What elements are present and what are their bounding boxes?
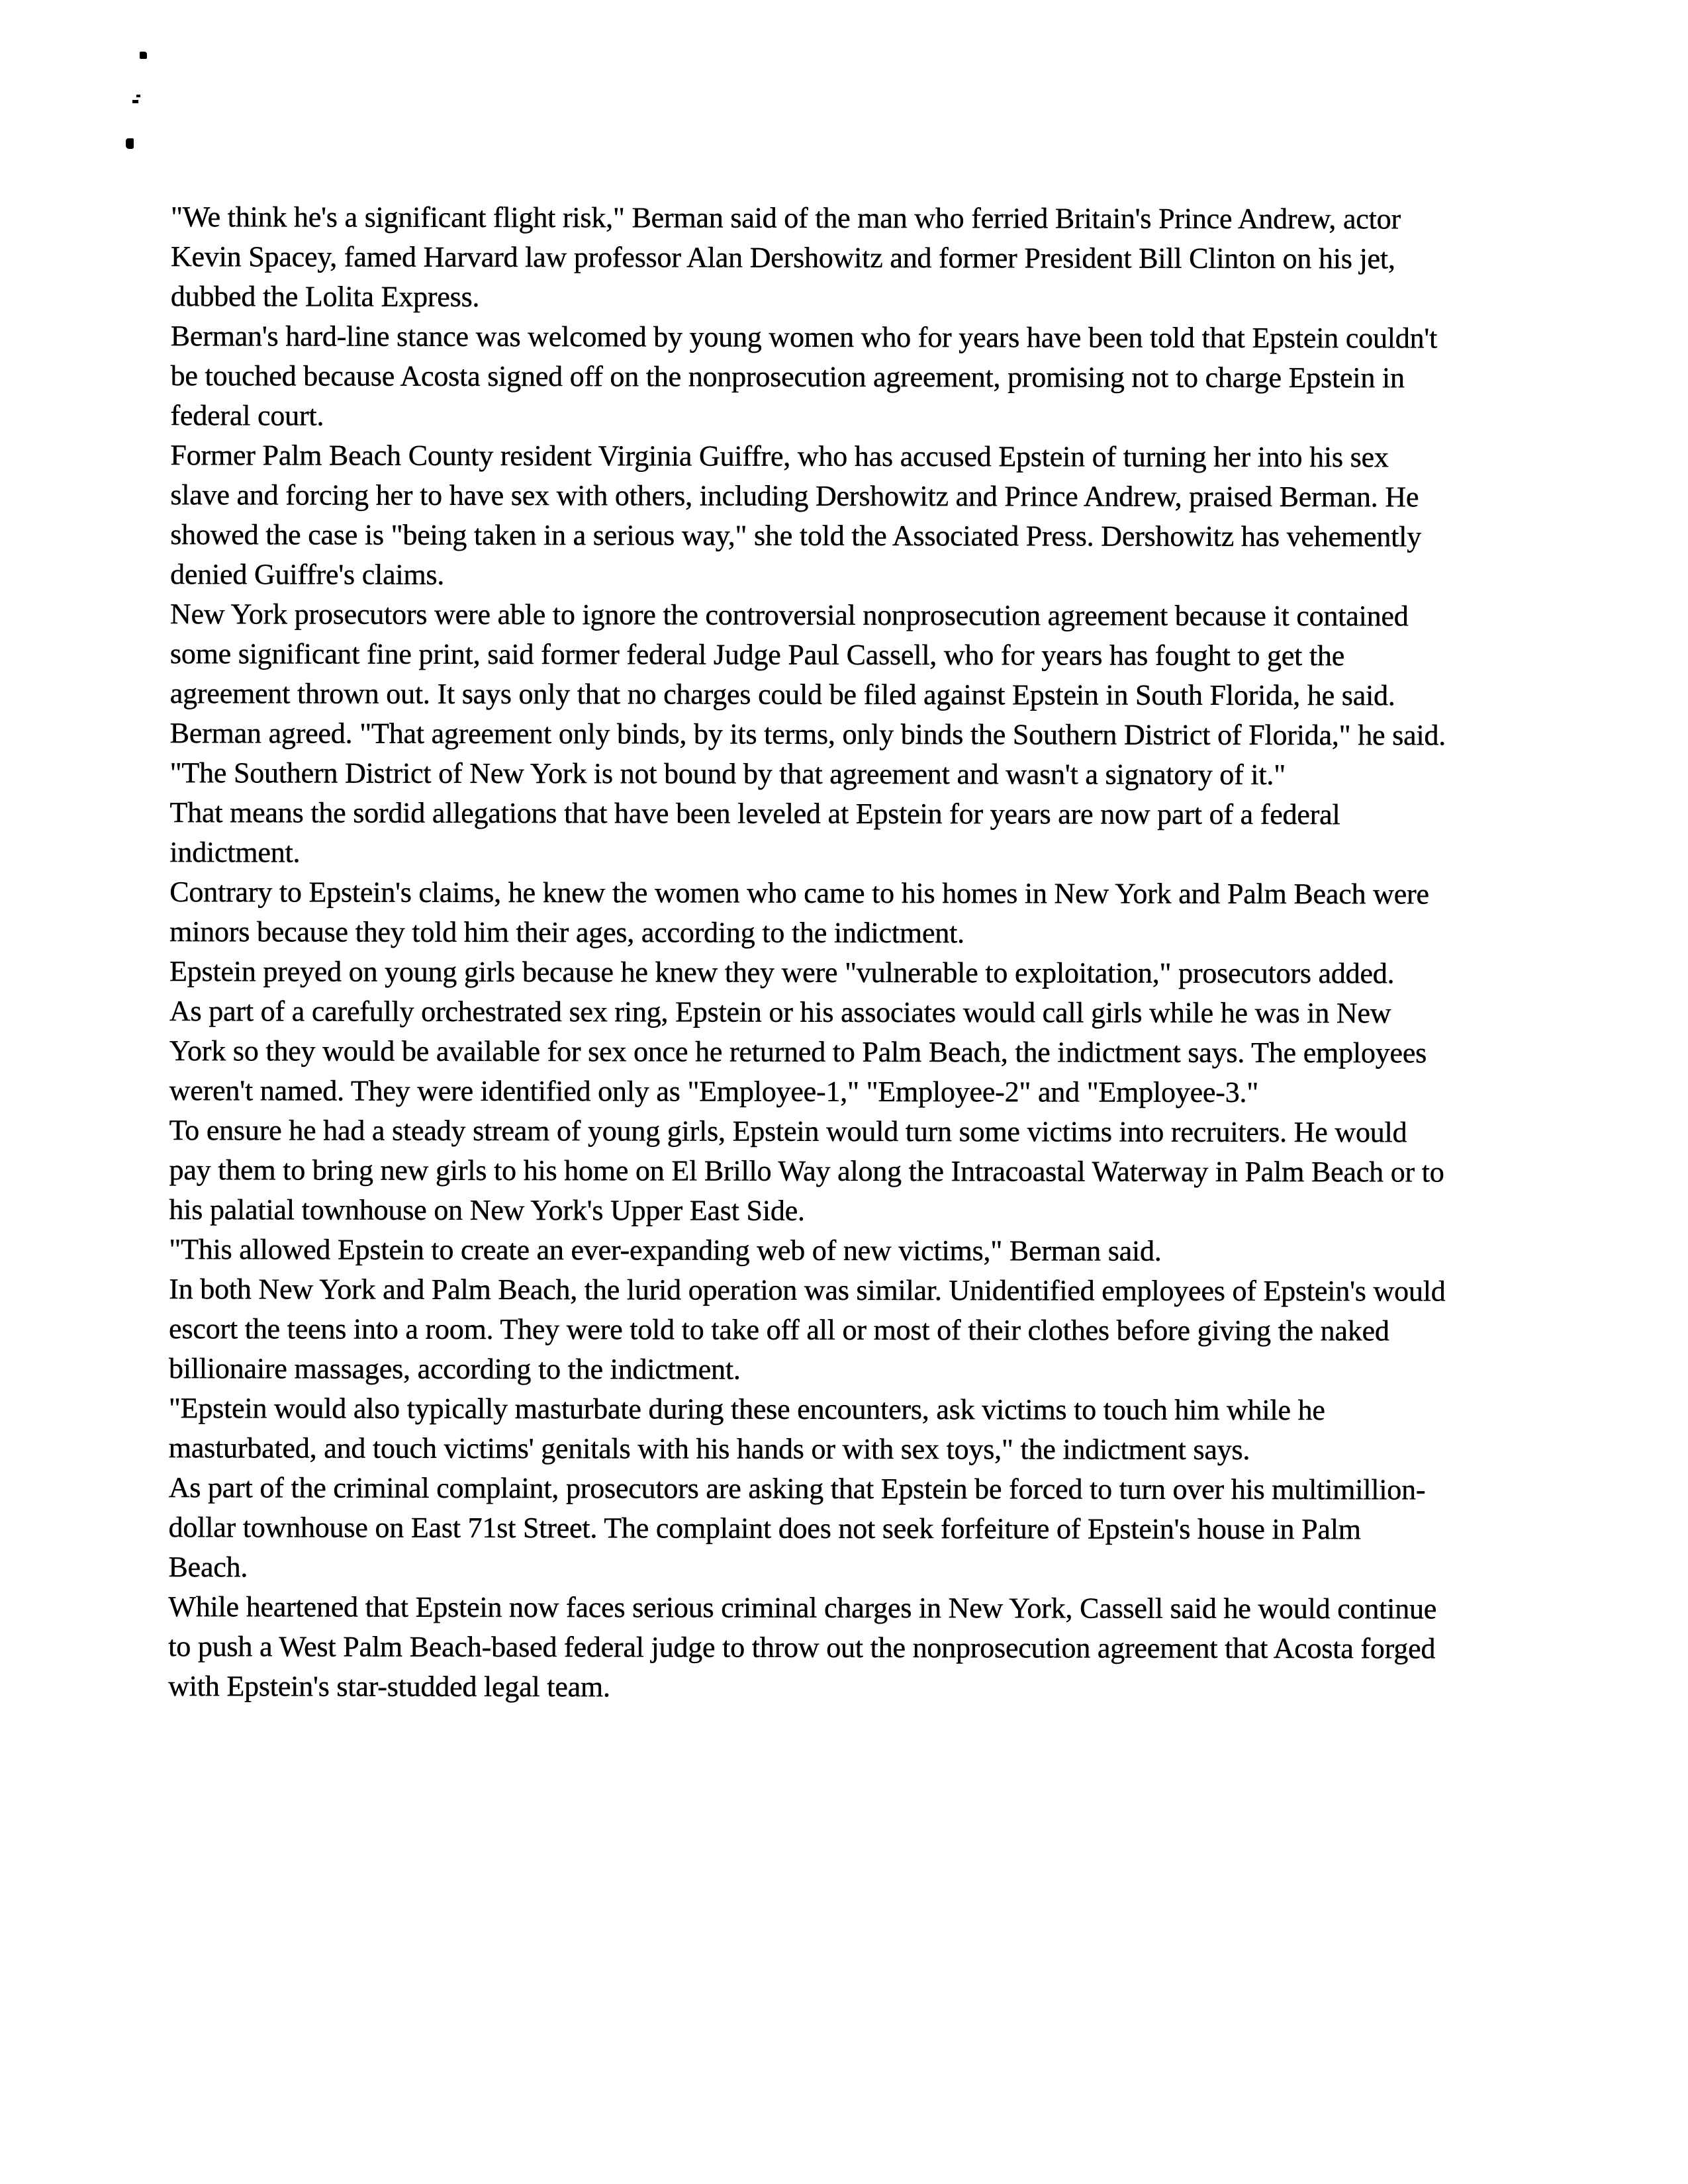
scan-artifact-mark — [140, 52, 147, 59]
article-paragraph-5: Berman agreed. "That agreement only binds, by its terms, only binds the Southern District of Florida," he said. "The Southern District of New York is not bound by that agreement and wasn't a signatory of it." — [169, 716, 1446, 791]
article-paragraph-6: That means the sordid allegations that have been leveled at Epstein for years are now part of a federal indictment. — [169, 796, 1340, 869]
article-paragraph-2: Berman's hard-line stance was welcomed by young women who for years have been told that Epstein couldn't be touched because Acosta signed off on the nonprosecution agreement, promising not to charge Epstein in federal court. — [170, 319, 1438, 432]
article-paragraph-10: To ensure he had a steady stream of young girls, Epstein would turn some victims into recruiters. He would pay them to bring new girls to his home on El Brillo Way along the Intracoastal Waterway in Palm Beach or to his palatial townhouse on New York's Upper East Side. — [169, 1113, 1444, 1227]
article-paragraph-14: As part of the criminal complaint, prosecutors are asking that Epstein be forced to turn over his multimillion-dollar townhouse on East 71st Street. The complaint does not seek forfeiture of Epstein's house in Palm Beach. — [168, 1471, 1426, 1584]
article-paragraph-9: As part of a carefully orchestrated sex ring, Epstein or his associates would call girls while he was in New York so they would be available for sex once he returned to Palm Beach, the indictment says. The employees weren't named. They were identified only as "Employee-1," "Employee-2" and "Employee-3." — [169, 994, 1427, 1109]
article-paragraph-12: In both New York and Palm Beach, the lurid operation was similar. Unidentified employees of Epstein's would escort the teens into a room. They were told to take off all or most of their clothes before giving the naked billionaire massages, according to the indictment. — [168, 1272, 1446, 1386]
article-paragraph-4: New York prosecutors were able to ignore the controversial nonprosecution agreement because it contained some significant fine print, said former federal Judge Paul Cassell, who for years has fought to get the agreement thrown out. It says only that no charges could be filed against Epstein in South Florida, he said. — [169, 597, 1409, 712]
article-paragraph-7: Contrary to Epstein's claims, he knew the women who came to his homes in New York and Palm Beach were minors because they told him their ages, according to the indictment. — [169, 875, 1429, 950]
scan-artifact-dash — [136, 95, 140, 97]
scan-artifact-dash — [132, 100, 138, 103]
article-paragraph-1: "We think he's a significant flight risk," Berman said of the man who ferried Britain's Prince Andrew, actor Kevin Spacey, famed Harvard law professor Alan Dershowitz and former President Bill Clinton on his jet, dubbed the Lolita Express. — [170, 201, 1401, 313]
article-paragraph-15: While heartened that Epstein now faces serious criminal charges in New York, Cassell said he would continue to push a West Palm Beach-based federal judge to throw out the nonprosecution agreement that Acosta forged with Epstein's star-studded legal team. — [168, 1590, 1437, 1704]
article-paragraph-11: "This allowed Epstein to create an ever-expanding web of new victims," Berman said. — [169, 1232, 1162, 1267]
article-body — [168, 197, 1448, 1708]
article-paragraph-3: Former Palm Beach County resident Virginia Guiffre, who has accused Epstein of turning her into his sex slave and forcing her to have sex with others, including Dershowitz and Prince Andrew, praised Berman. He showed the case is "being taken in a serious way," she told the Associated Press. Dershowitz has vehemently denied Guiffre's claims. — [169, 438, 1421, 591]
article-paragraph-8: Epstein preyed on young girls because he knew they were "vulnerable to exploitation," prosecutors added. — [169, 954, 1395, 990]
scan-artifact-blob — [126, 138, 134, 149]
article-paragraph-13: "Epstein would also typically masturbate during these encounters, ask victims to touch him while he masturbated, and touch victims' genitals with his hands or with sex toys," the indictment says. — [168, 1391, 1325, 1466]
